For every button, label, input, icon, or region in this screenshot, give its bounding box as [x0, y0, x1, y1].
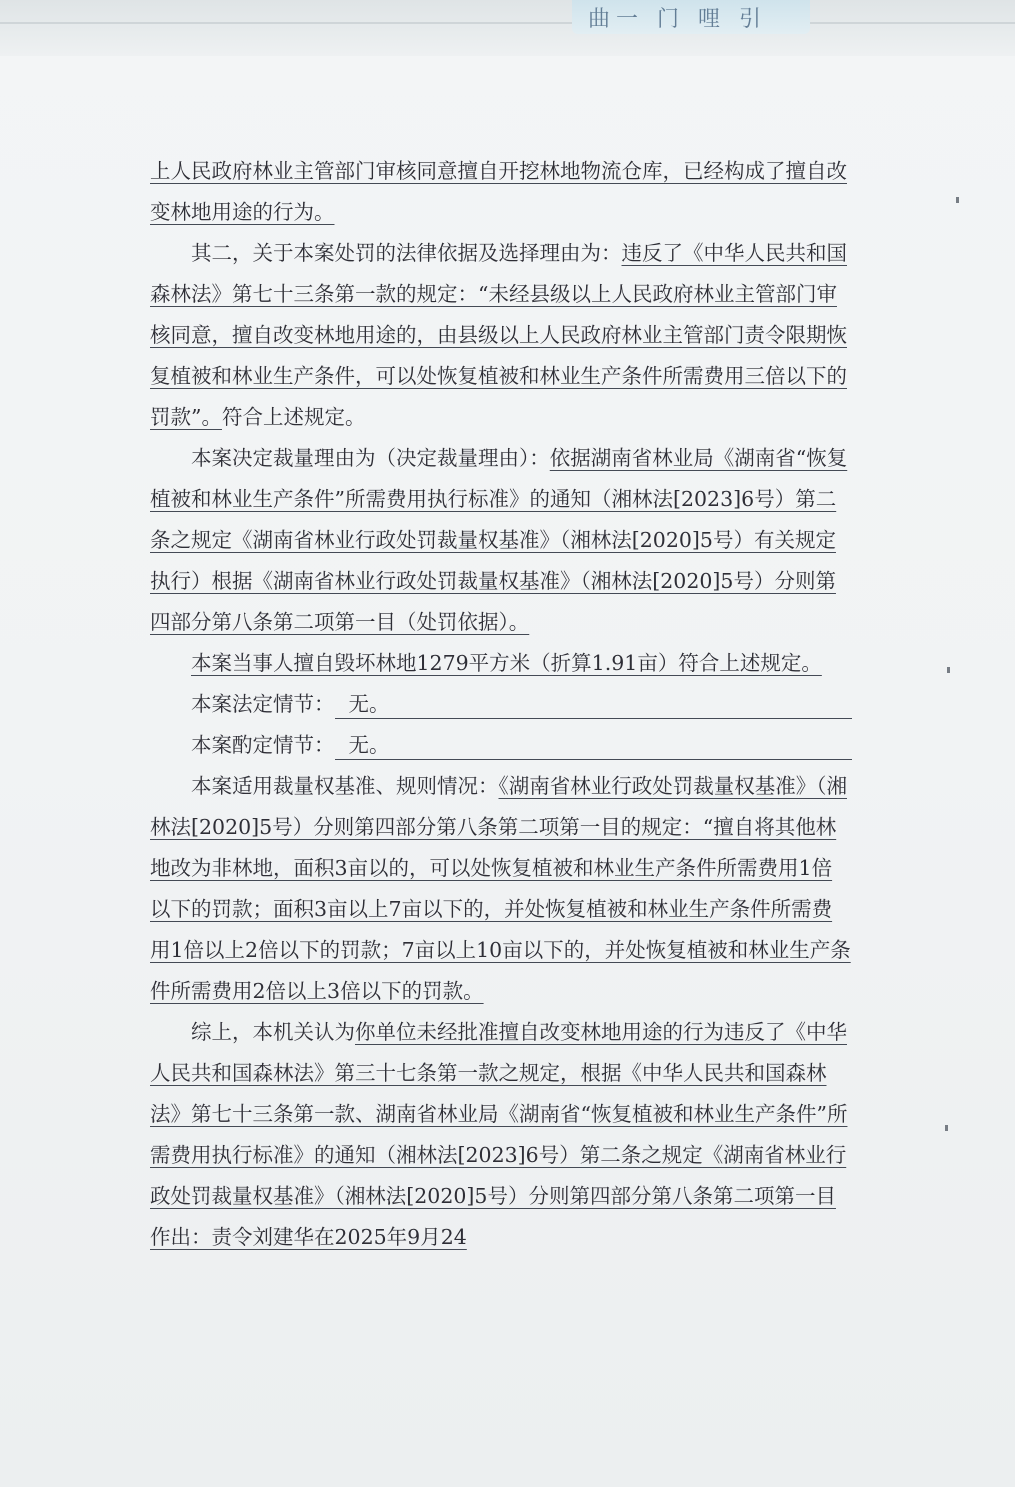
statutory-value: 无。: [335, 690, 853, 719]
top-paper-strip: [0, 0, 1015, 56]
paragraph-discretion-reason: 本案决定裁量理由为（决定裁量理由）：依据湖南省林业局《湖南省“恢复植被和林业生产条件”所需费用执行标准》的通知（湘林法[2023]6号）第二条之规定《湖南省林业行政处罚裁量权基准》（湘林法[2020]5号）有关规定执行）根据《湖南省林业行政处罚裁量权基准》（湘林法[2020]5号）分则第四部分第八条第二项第一目（处罚依据）。: [150, 446, 848, 634]
statutory-label: 本案法定情节：: [191, 692, 335, 716]
paragraph-damage-area: 本案当事人擅自毁坏林地1279平方米（折算1.91亩）符合上述规定。: [191, 651, 822, 675]
scan-speck: [956, 197, 959, 203]
document-body: [150, 151, 852, 1258]
blue-stamp-seal: [572, 0, 810, 34]
paragraph-conclusion: 综上，本机关认为你单位未经批准擅自改变林地用途的行为违反了《中华人民共和国森林法》第三十七条第一款之规定，根据《中华人民共和国森林法》第七十三条第一款、湖南省林业局《湖南省“恢复植被和林业生产条件”所需费用执行标准》的通知（湘林法[2023]6号）第二条之规定《湖南省林业行政处罚裁量权基准》（湘林法[2020]5号）分则第四部分第八条第二项第一目作出：责令刘建华在2025年9月24: [150, 1020, 848, 1249]
statutory-circumstances: [150, 684, 852, 725]
paragraph-legal-basis: 其二，关于本案处罚的法律依据及选择理由为：违反了《中华人民共和国森林法》第七十三条第一款的规定：“未经县级以上人民政府林业主管部门审核同意，擅自改变林地用途的，由县级以上人民政府林业主管部门责令限期恢复植被和林业生产条件，可以处恢复植被和林业生产条件所需费用三倍以下的罚款”。符合上述规定。: [150, 241, 847, 429]
scan-speck: [945, 1125, 948, 1131]
discretionary-circumstances: [150, 725, 852, 766]
paragraph-continuation: 上人民政府林业主管部门审核同意擅自开挖林地物流仓库，已经构成了擅自改变林地用途的行为。: [150, 159, 847, 224]
scan-speck: [947, 667, 950, 673]
discretionary-label: 本案酌定情节：: [191, 733, 335, 757]
discretionary-value: 无。: [335, 731, 853, 760]
sheet-edge: [0, 22, 1015, 24]
stamp-text: 曲一 门 哩 引: [588, 7, 767, 32]
paragraph-applicable-standard: 本案适用裁量权基准、规则情况：《湖南省林业行政处罚裁量权基准》（湘林法[2020]5号）分则第四部分第八条第二项第一目的规定：“擅自将其他林地改为非林地，面积3亩以的，可以处恢复植被和林业生产条件所需费用1倍以下的罚款；面积3亩以上7亩以下的，并处恢复植被和林业生产条件所需费用1倍以上2倍以下的罚款；7亩以上10亩以下的，并处恢复植被和林业生产条件所需费用2倍以上3倍以下的罚款。: [150, 774, 851, 1003]
